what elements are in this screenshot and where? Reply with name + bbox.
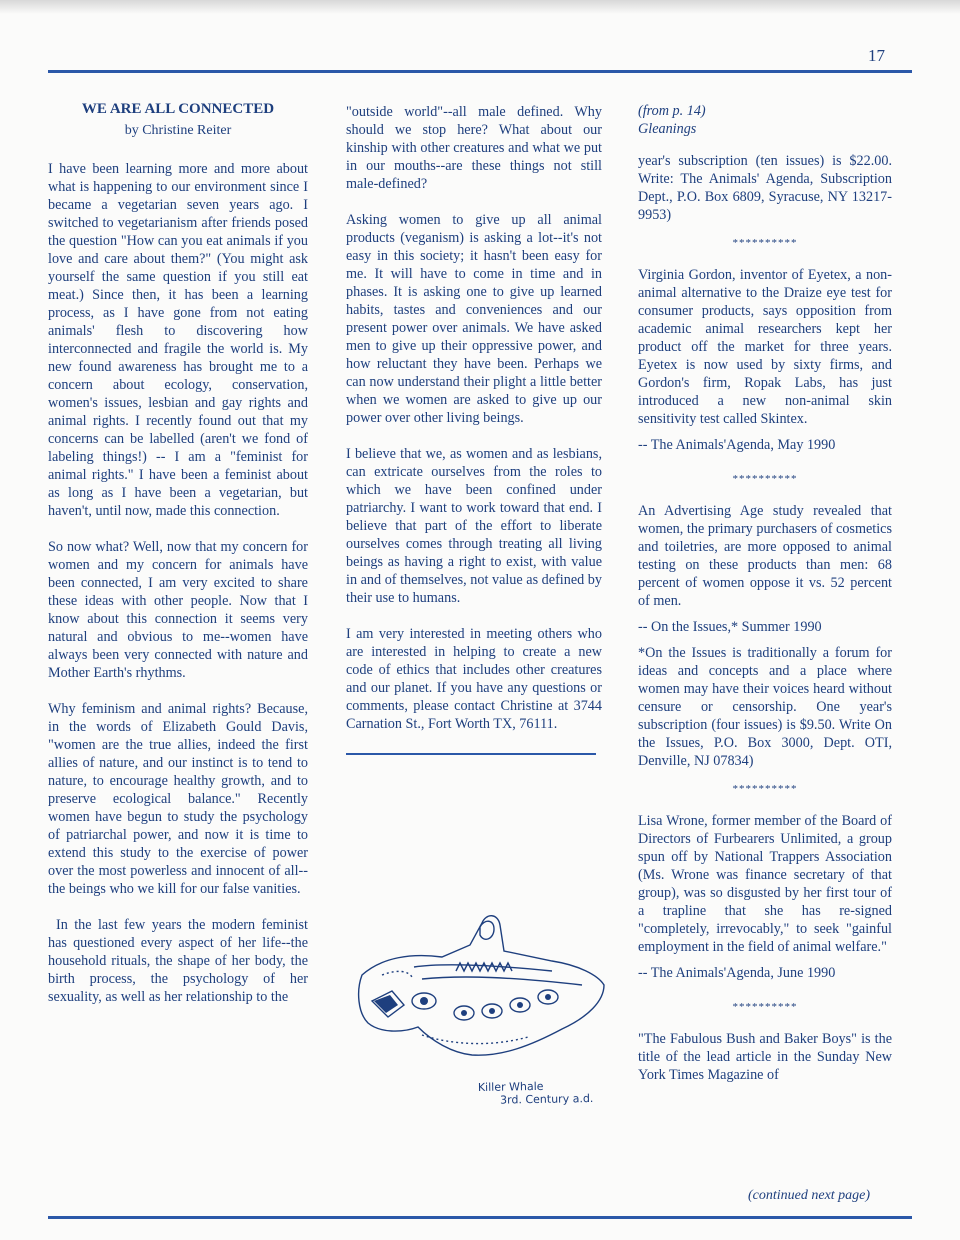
source-citation: -- The Animals'Agenda, June 1990 [638,965,836,981]
paragraph: Virginia Gordon, inventor of Eyetex, a non-animal alternative to the Draize eye test for consumer products, says opposition from academic animal researchers kept her product off the market for three years. Eyetex is now used by sixty firms, and Gordon's firm, Ropak Labs, has just introduced a new non-animal skin sensitivity test called Skintex. [638,267,892,427]
continued-note: (continued next page) [748,1188,871,1203]
separator-stars: ********** [732,783,798,795]
top-rule [48,70,912,73]
column-middle [346,103,602,755]
source-citation: -- The Animals'Agenda, May 1990 [638,437,836,453]
killer-whale-illustration [352,905,608,1075]
paragraph: So now what? Well, now that my concern for women and my concern for animals have been connected, I am very excited to share these ideas with other people. Now that I know about this connection it seems very natural and obvious to me--women have always been very connected with nature and Mother Earth's rhythms. [48,539,308,681]
bottom-rule [48,1216,912,1219]
article-byline: by Christine Reiter [124,123,232,138]
column-right [638,102,892,1102]
separator-stars: ********** [732,237,798,249]
source-citation: -- On the Issues,* Summer 1990 [638,619,822,635]
paragraph: "The Fabulous Bush and Baker Boys" is the title of the lead article in the Sunday New York Times Magazine of [638,1031,892,1083]
paragraph: I have been learning more and more about what is happening to our environment since I became a vegetarian seven years ago. I switched to vegetarianism after friends posed the question "How can you eat animals if you love and care about them?" (You might ask yourself the same question if you still eat meat.) Since then, it has been a learning process, as I have gone from not eating animals' flesh to discovering how interconnected and fragile the world is. My new found awareness has brought me to a concern about ecology, conservation, women's issues, lesbian and gay rights and animal rights. I recently found out that my concerns can be labelled (aren't we fond of labeling things!) -- I am a "feminist for animal rights." I have been a feminist about as long as I have been a vegetarian, but haven't, until now, made this connection. [48,161,308,519]
paragraph: I am very interested in meeting others who are interested in helping to create a new code of ethics that includes other creatures and our planet. If you have any questions or comments, please contact Christine at 3744 Carnation St., Fort Worth TX, 76111. [346,626,602,732]
paragraph: "outside world"--all male defined. Why should we stop here? What about our kinship with other creatures and what we put in our mouths--are these things not still male-defined? [346,104,602,192]
page-number: 17 [868,46,885,65]
separator-stars: ********** [732,473,798,485]
article-title: WE ARE ALL CONNECTED [81,101,275,117]
separator-stars: ********** [732,1001,798,1013]
caption-line: Killer Whale [477,1079,544,1095]
caption-line: 3rd. Century a.d. [500,1091,594,1107]
continued-from-note: (from p. 14) [638,103,706,119]
paragraph: year's subscription (ten issues) is $22.00. Write: The Animals' Agenda, Subscription Dept., P.O. Box 6809, Syracuse, NY 13217-9953) [638,153,892,223]
paragraph: *On the Issues is traditionally a forum for ideas and concepts and a place where women may have their voices heard without censure or censorship. One year's subscription (four issues) is $9.50. Write On the Issues, P.O. Box 3000, Dept. OTI, Denville, NJ 07834) [638,645,892,769]
paragraph: Why feminism and animal rights? Because, in the words of Elizabeth Gould Davis, "women are the true allies, indeed the first allies of nature, and our instinct is to tend to nature, to encourage healthy growth, and to preserve ecological balance." Recently women have begun to study the psychology of patriarchal power, and now it is time to extend this study to the exercise of power over the most powerless and innocent of all--the beings who we kill for our false vanities. [48,701,308,897]
paragraph: I believe that we, as women and as lesbians, can extricate ourselves from the roles to which we have been confined under patriarchy. I want to work toward that end. I believe that part of the effort to liberate ourselves comes through treating all living beings as having a right to exist, with value in and of themselves, not value as defined by their use to humans. [346,446,602,606]
paragraph: In the last few years the modern feminist has questioned every aspect of her life--the household rituals, the shape of her body, the birth process, the psychology of her sexuality, as well as her relationship to the [48,917,308,1005]
section-title: Gleanings [638,121,697,137]
scan-edge [0,0,960,14]
paragraph: Asking women to give up all animal products (veganism) is asking a lot--it's not easy in this society; it hasn't been easy for me. It will have to come in time and in phases. It is asking one to give up learned habits, tastes and conveniences and our present power over animals. We have asked men to give up their oppressive power, and how reluctant they have been. Perhaps we can now understand their plight a little better when we women are asked to give up our power over other living beings. [346,212,602,426]
column-divider [346,753,596,755]
column-left [48,100,308,1024]
illustration-caption [478,1079,594,1107]
paragraph: Lisa Wrone, former member of the Board of Directors of Furbearers Unlimited, a group spun off by National Trappers Association (Ms. Wrone was finance secretary of that group), was so disgusted by her first tour of a trapline that she has re-signed "completely, irrevocably," to seek "gainful employment in the field of animal welfare." [638,813,892,955]
paragraph: An Advertising Age study revealed that women, the primary purchasers of cosmetics and toiletries, are more opposed to animal testing on these products than men: 68 percent of women oppose it vs. 52 percent of men. [638,503,892,609]
